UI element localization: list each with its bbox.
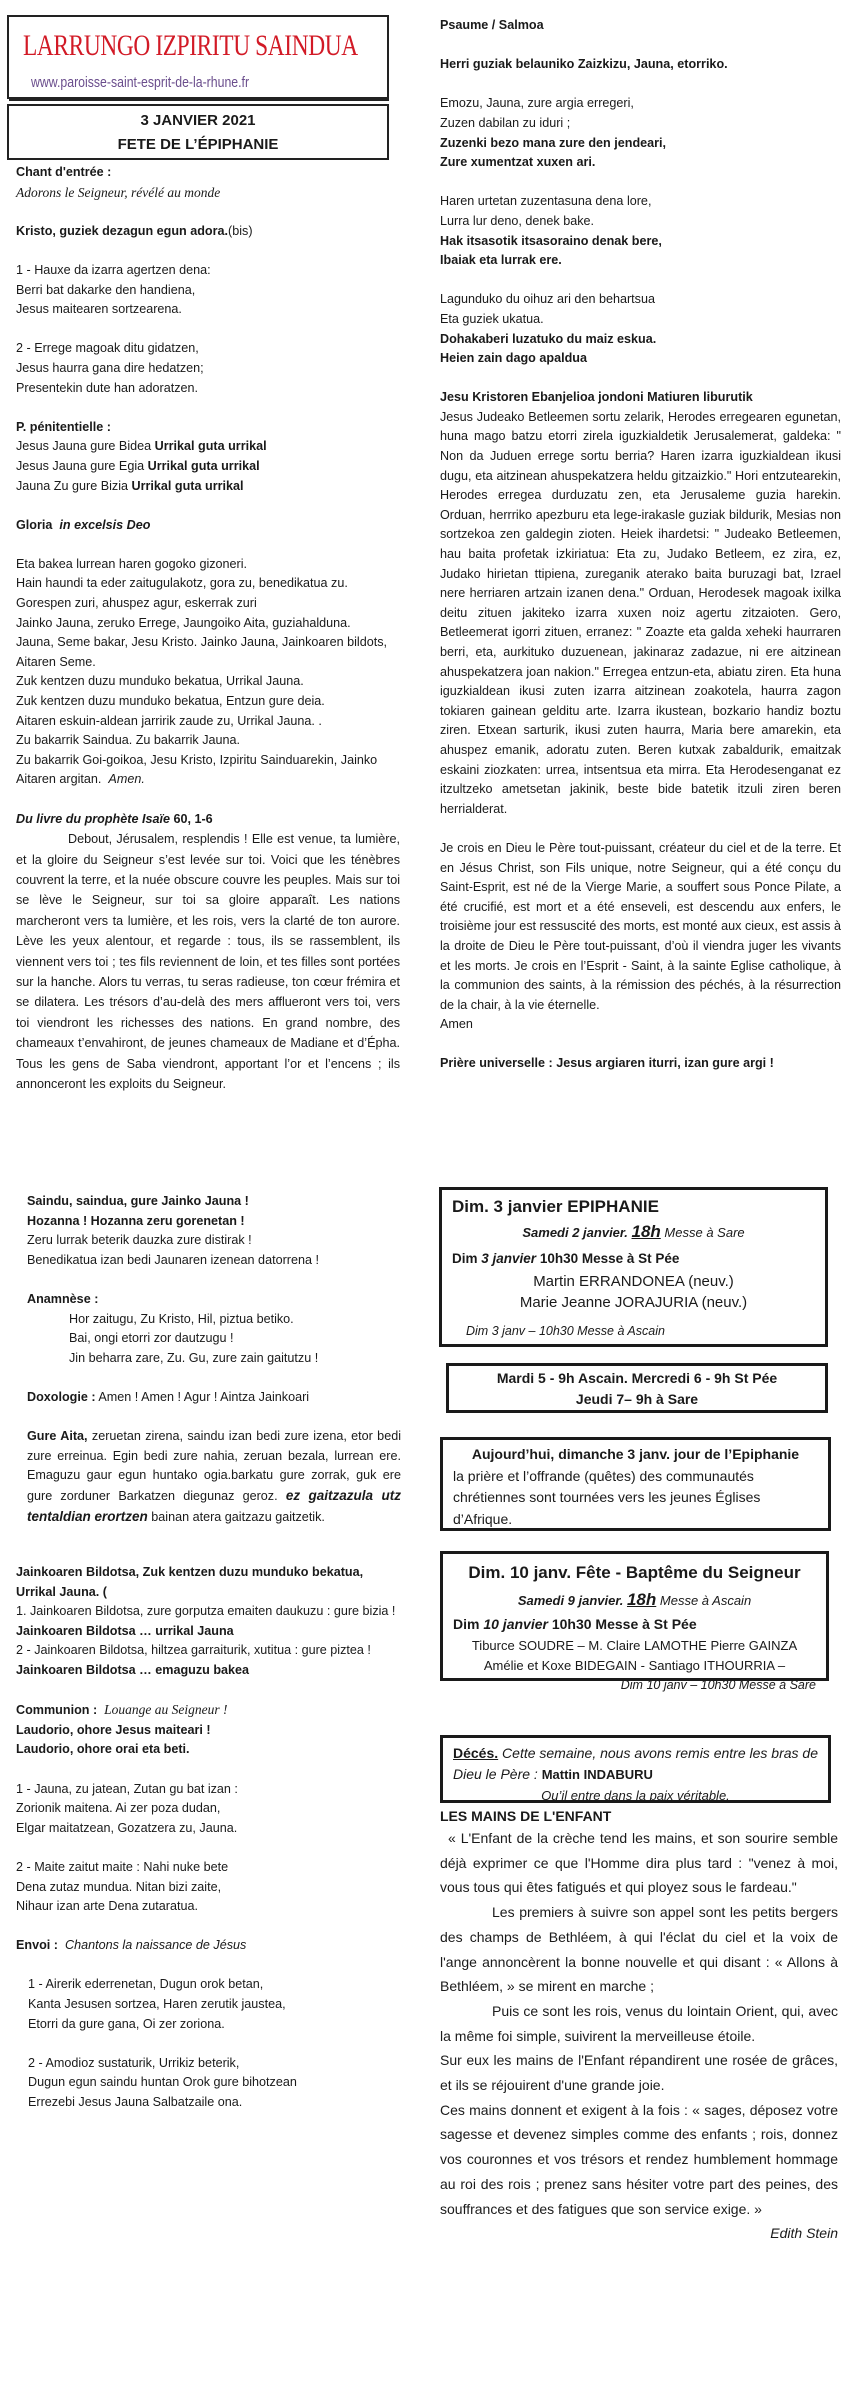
masthead-divider xyxy=(9,97,389,101)
doxologie xyxy=(27,1388,401,1408)
text-line: 10h30 Messe à St Pée xyxy=(539,1250,680,1266)
text-line: 10 janvier xyxy=(483,1615,548,1632)
text-line: Amen ! Amen ! Agur ! Aintza Jainkoari xyxy=(95,1389,310,1404)
text-line: 2 - Maite zaitut maite : Nahi nuke bete xyxy=(16,1859,229,1874)
text-line: Du livre du prophète Isaïe xyxy=(16,811,170,826)
penitential-line xyxy=(16,457,400,477)
text-line: Hain haundi ta eder zaitugulakotz, gora zu, benedikatua zu. xyxy=(16,576,348,591)
penitential-line xyxy=(16,477,400,497)
text-line: Saindu, saindua, gure Jainko Jauna ! xyxy=(27,1194,249,1208)
text-line: Emozu, Jauna, zure argia erregeri, xyxy=(440,96,634,111)
text-line: 10h30 Messe à St Pée xyxy=(551,1615,697,1632)
text-line: la prière et l’offrande (quêtes) des communautés chrétiennes sont tournées vers les jeunes Églises d’Afrique. xyxy=(453,1467,761,1527)
agnus-dei xyxy=(16,1563,400,1681)
text-line: Puis ce sont les rois, venus du lointain Orient, qui, avec la même foi simple, suivirent la merveilleuse étoile. xyxy=(440,2002,838,2044)
text-line: Hak itsasotik itsasoraino denak bere, xyxy=(440,233,662,248)
text-line: Chantons la naissance de Jésus xyxy=(64,1938,247,1953)
universal-prayer: Prière universelle : Jesus argiaren iturri, izan gure argi ! xyxy=(440,1056,774,1071)
text-line: Zu bakarrik Saindua. Zu bakarrik Jauna. xyxy=(16,733,241,748)
text-line: Jesus maitearen sortzearena. xyxy=(16,302,182,317)
text-line: Aitaren eskuin-aldean jarririk zaude zu, Urrikal Jauna. . xyxy=(16,713,322,728)
entrance-subtitle: Adorons le Seigneur, révélé au monde xyxy=(16,184,221,200)
entrance-refrain xyxy=(16,222,400,242)
text-line: Les premiers à suivre son appel sont les petits bergers des champs de Bethléem, à qui l'éclat du ciel et la voix de l'ange annoncèrent la bonne nouvelle et qui disant : « Allons à Bethléem, » se mirent en marche ; xyxy=(440,1904,838,1995)
text-line: Dim. 3 janvier EPIPHANIE xyxy=(452,1197,659,1216)
text-line: Bai, ongi etorri zor dautzugu ! xyxy=(69,1331,234,1346)
communion xyxy=(16,1700,400,1917)
text-line: Hozanna ! Hozanna zeru gorenetan ! xyxy=(27,1213,245,1228)
our-father xyxy=(27,1427,401,1527)
text-line: Dim 10 janv – 10h30 Messe à Sare xyxy=(620,1678,816,1693)
psalm-refrain: Herri guziak belauniko Zaizkizu, Jauna, etorriko. xyxy=(440,57,728,72)
schedule-box-baptism xyxy=(440,1551,829,1693)
text-line: Jesus Judeako Betleemen sortu zelarik, Herodes erregearen egunetan, huna mago batzu etorri zirela iguzkialdetik Jerusalemerat, galdeka: " Non da Juduen errege sortu berria? Haren izarra iguzkialdean ikusi dugu, eta aitzinean ahuspekatzera heldu gitzaizkio." Hori entzutearekin, Herodes erregea durduzatu zen, eta Jerusaleme guzia harekin. Orduan, herrriko apezburu eta lege-irakasle guziak bildurik, Mesias non sortzekoa zen galdegin zioten. Heiek ihardetsi: " Judeako Betleemen, hau baita profetak izkiriatua: Eta zu, Judako Betleem, ez zira, ez, Judako hirietan ttipiena, zureganik aterako baita buruzagi bat, Izrael nere herriaren artzain izanen dena." Orduan, Herodesek magoak ixilka deitu zituen jakiteko izarra xuxen noiz agertu zitzaioten. Gero, Betleemerat igorri zituen, erranez: " Zoazte eta galda xeheki haurraren berri, eta, aurkituko duzuenean, jakinaraz zadazue, ni ere aitzinean ahuspekatzera joan nakion." Erregea entzun-eta, abiatu ziren. Eta huna iguzkialdean ikusi zuten izarra aitzinean zoakotela, haurra zagon tokiaren gainean gelditu arte. Izarra ikustean, bozkario handiz boztu ziren. Etxean sarturik, ikusi zuten haurra, Maria bere amarekin, eta ahuspez emanik, adoratu zuten. Beren kutxak zabaldurik, emaitzak eskaini ziozkaten: urrea, intsentsua eta mirra. Eta Herodesenganat ez itzultzeko ametsetan jakinik, beste bide batetik itzuli ziren beren herrialderat. xyxy=(440,409,841,816)
sanctus xyxy=(27,1192,401,1270)
text-line: Elgar maitatzean, Gozatzera zu, Jauna. xyxy=(16,1820,238,1835)
text-line: Amélie et Koxe BIDEGAIN - Santiago ITHOURRIA – xyxy=(483,1658,786,1674)
text-line: 2 - Errege magoak ditu gidatzen, xyxy=(16,341,199,356)
text-line: Dim xyxy=(453,1615,480,1632)
parish-url[interactable]: www.paroisse-saint-esprit-de-la-rhune.fr xyxy=(31,74,250,91)
text-line: Dim. 10 janv. Fête - Baptême du Seigneur xyxy=(468,1563,801,1582)
text-line: LES MAINS DE L'ENFANT xyxy=(440,1808,612,1824)
text-line: Laudorio, ohore Jesus maiteari ! xyxy=(16,1722,211,1737)
text-line: Jauna, Seme bakar, Jesu Kristo. Jainko Jauna, Jainkoaren bildots, Aitaren Seme. xyxy=(16,635,388,669)
bulletin-date: 3 JANVIER 2021 xyxy=(140,112,256,129)
text-line: Samedi 2 janvier. xyxy=(522,1225,628,1240)
text-line: 2 - Jainkoaren Bildotsa, hiltzea garraiturik, xutitua : gure piztea ! xyxy=(16,1643,371,1658)
text-line: Urrikal guta urrikal xyxy=(154,439,267,454)
anamnese xyxy=(27,1290,401,1368)
right-column xyxy=(440,16,841,1074)
weekday-masses-box xyxy=(446,1363,828,1413)
text-line: Heien zain dago apaldua xyxy=(440,351,587,366)
text-line: Amen. xyxy=(108,772,145,787)
text-line: Zuzen dabilan zu iduri ; xyxy=(440,115,571,130)
text-line: Jainko Jauna, zeruko Errege, Jaungoiko Aita, guziahalduna. xyxy=(16,615,351,630)
text-line: Dohakaberi luzatuko du maiz eskua. xyxy=(440,331,657,346)
parish-title: LARRUNGO IZPIRITU SAINDUA xyxy=(23,29,358,62)
text-line: Amen xyxy=(440,1017,473,1032)
text-line: Benedikatua izan bedi Jaunaren izenean datorrena ! xyxy=(27,1252,319,1267)
text-line: Ces mains donnent et exigent à la fois : « sages, déposez votre sagesse et devenez simples comme des enfants ; rois, donnez vos couronnes et vos trésors et rendez humblement hommage au roi des rois ; prenez sans hésiter votre part des peines, des souffrances et des fatigues que son service exige. » xyxy=(440,2101,838,2217)
text-line: 18h xyxy=(626,1590,657,1609)
entrance-verse-1 xyxy=(16,261,400,320)
text-line: 1 - Hauxe da izarra agertzen dena: xyxy=(16,262,211,277)
text-line: Cette semaine, nous avons remis entre les bras de Dieu le Père : xyxy=(453,1745,818,1782)
text-line: 60, 1-6 xyxy=(173,811,213,826)
left-column-bottom xyxy=(16,1563,400,2113)
text-line: Martin ERRANDONEA (neuv.) xyxy=(533,1273,734,1291)
penitential-line xyxy=(16,437,400,457)
left-column-lower xyxy=(27,1192,401,1527)
feast-title: FETE DE L’ÉPIPHANIE xyxy=(117,136,279,153)
text-line: Communion : xyxy=(16,1703,98,1718)
text-line: Aujourd’hui, dimanche 3 janv. jour de l’Epiphanie xyxy=(471,1446,800,1462)
text-line: Messe à Sare xyxy=(664,1225,745,1240)
text-line: in excelsis Deo xyxy=(59,517,151,532)
credo xyxy=(440,839,841,1035)
text-line: Ibaiak eta lurrak ere. xyxy=(440,253,562,268)
text-line: Marie Jeanne JORAJURIA (neuv.) xyxy=(519,1294,748,1312)
meditation xyxy=(440,1806,838,2246)
text-line: Eta bakea lurrean haren gogoko gizoneri. xyxy=(16,556,248,571)
text-line: Zu bakarrik Goi-goikoa, Jesu Kristo, Izpiritu Sainduarekin, Jainko Aitaren argitan. xyxy=(16,752,378,787)
reading-heading xyxy=(16,810,400,830)
text-line: Dena zutaz mundua. Nitan bizi zaite, xyxy=(16,1879,222,1894)
text-line: Jesu Kristoren Ebanjelioa jondoni Matiuren liburutik xyxy=(440,390,753,405)
entrance-verse-2 xyxy=(16,339,400,398)
text-line: Nihaur izan arte Dena zutaratua. xyxy=(16,1899,199,1914)
text-line: Haren urtetan zuzentasuna dena lore, xyxy=(440,194,652,209)
text-line: Lurra lur deno, denek bake. xyxy=(440,213,595,228)
text-line: Zuk kentzen duzu munduko bekatua, Urrikal Jauna. xyxy=(16,674,304,689)
text-line: Mattin INDABURU xyxy=(541,1767,653,1782)
text-line: (bis) xyxy=(228,223,253,238)
text-line: 18h xyxy=(631,1222,661,1241)
reading-text: Debout, Jérusalem, resplendis ! Elle est venue, ta lumière, et la gloire du Seigneur s’est levée sur toi. Voici que les ténèbres couvrent la terre, et la nuée obscure couvre les peuples. Mais sur toi se lève le Seigneur, sur toi sa gloire apparaît. Les nations marcheront vers ta lumière, et les rois, vers la clarté de ton aurore. Lève les yeux alentour, et regarde : tous, ils se rassemblent, ils viennent vers toi ; tes fils reviennent de loin, et tes filles sont portées sur la hanche. Alors tu verras, tu seras radieuse, ton cœur frémira et se dilatera. Les trésors d’au-delà des mers afflueront vers toi, vers toi viendront les richesses des nations. En grand nombre, des chameaux t’envahiront, de jeunes chameaux de Madiane et d’Épha. Tous les gens de Saba viendront, apportant l’or et l’encens ; ils annonceront les exploits du Seigneur. xyxy=(16,832,400,1092)
text-line: Gorespen zuri, ahuspez agur, eskerrak zuri xyxy=(16,596,257,611)
text-line: Mardi 5 - 9h Ascain. Mercredi 6 - 9h St Pée xyxy=(496,1370,778,1386)
text-line: Dugun egun saindu huntan Orok gure bihotzean xyxy=(28,2075,297,2090)
text-line: Zure xumentzat xuxen ari. xyxy=(440,155,596,170)
entrance-chant xyxy=(16,163,400,398)
text-line: zeruetan zirena, saindu izan bedi zure izena, etor bedi zure erreinua. Egin bedi zure nahia, zeruan bezala, lurrean ere. Emaguzu gaur egun huntako ogia.barkatu gure zorrak, guk ere gure zorduner Barkatzen diegunaz geroz. xyxy=(27,1429,401,1503)
text-line: Eta guziek ukatua. xyxy=(440,311,544,326)
text-line: Dim 3 janv – 10h30 Messe à Ascain xyxy=(466,1324,665,1339)
gloria-heading xyxy=(16,516,400,536)
masthead xyxy=(7,15,389,99)
penitential-prayer xyxy=(16,418,400,496)
text-line: Qu’il entre dans la paix véritable. xyxy=(541,1788,730,1803)
envoi xyxy=(16,1936,400,2112)
text-line: « L'Enfant de la crèche tend les mains, et son sourire semble déjà exprimer ce que l'Homme dira plus tard : "venez à moi, vous tous qui êtes fatigués et qui ployez sous le fardeau." xyxy=(440,1830,838,1896)
text-line: Psaume / Salmoa xyxy=(440,18,544,32)
text-line: Tiburce SOUDRE – M. Claire LAMOTHE Pierre GAINZA xyxy=(471,1638,798,1654)
text-line: Laudorio, ohore orai eta beti. xyxy=(16,1742,190,1757)
first-reading xyxy=(16,810,400,1095)
epiphany-notice-box xyxy=(440,1437,831,1531)
text-line: 3 janvier xyxy=(481,1250,537,1266)
text-line: 1. Jainkoaren Bildotsa, zure gorputza emaiten daukuzu : gure bizia ! xyxy=(16,1604,396,1619)
penitential-label: P. pénitentielle : xyxy=(16,419,111,434)
text-line: Anamnèse : xyxy=(27,1291,99,1306)
date-banner xyxy=(7,104,389,160)
text-line: Sur eux les mains de l'Enfant répandirent une rosée de grâces, et ils se réjouirent d'une grande joie. xyxy=(440,2052,838,2094)
text-line: Urrikal guta urrikal xyxy=(147,458,260,473)
text-line: Jainkoaren Bildotsa … urrikal Jauna xyxy=(16,1623,234,1638)
text-line: Zuk kentzen duzu munduko bekatua, Urrikal Jauna. ( xyxy=(16,1565,364,1599)
text-line: Gure Aita, xyxy=(27,1429,88,1444)
deaths-notice-box xyxy=(440,1735,831,1803)
gospel xyxy=(440,388,841,819)
text-line: Berri bat dakarke den handiena, xyxy=(16,282,196,297)
text-line: Lagunduko du oihuz ari den behartsua xyxy=(440,292,655,307)
text-line: Jin beharra zare, Zu. Gu, zure zain gaitutzu ! xyxy=(69,1350,319,1365)
text-line: 2 - Amodioz sustaturik, Urrikiz beterik, xyxy=(28,2055,240,2070)
schedule-box-epiphany xyxy=(439,1187,828,1347)
text-line: Gloria xyxy=(16,517,53,532)
text-line: Jesus haurra gana dire hedatzen; xyxy=(16,360,204,375)
entrance-label: Chant d'entrée : xyxy=(16,165,112,179)
text-line: Louange au Seigneur ! xyxy=(104,1702,228,1718)
left-column xyxy=(16,163,400,1094)
text-line: ez gaitzazula utz tentaldian erortzen xyxy=(27,1487,402,1524)
text-line: Urrikal guta urrikal xyxy=(131,478,244,493)
text-line: 1 - Jauna, zu jatean, Zutan gu bat izan : xyxy=(16,1781,238,1796)
text-line: Jesus Jauna gure Bidea xyxy=(16,439,155,454)
text-line: Jainkoaren Bildotsa, xyxy=(16,1565,140,1579)
text-line: Zorionik maitena. Ai zer poza dudan, xyxy=(16,1801,221,1816)
text-line: Décés. xyxy=(453,1745,499,1761)
text-line: Jeudi 7– 9h à Sare xyxy=(575,1391,699,1407)
text-line: Etorri da gure gana, Oi zer zoriona. xyxy=(28,2016,225,2031)
text-line: Errezebi Jesus Jauna Salbatzaile ona. xyxy=(28,2095,243,2110)
text-line: Presentekin dute han adoratzen. xyxy=(16,380,199,395)
text-line: Zuk kentzen duzu munduko bekatua, Entzun gure deia. xyxy=(16,694,325,709)
text-line: Kanta Jesusen sortzea, Haren zerutik jaustea, xyxy=(28,1997,286,2012)
text-line: Je crois en Dieu le Père tout-puissant, créateur du ciel et de la terre. Et en Jésus Christ, son Fils unique, notre Seigneur, qui a été conçu du Saint-Esprit, est né de la Vierge Marie, a souffert sous Ponce Pilate, a été crucifié, est mort et a été enseveli, est descendu aux enfers, le troisième jour est ressuscité des morts, est monté aux cieux, est assis à la droite de Dieu le Père tout-puissant, d’où il viendra juger les vivants et les morts. Je crois en l’Esprit - Saint, à la sainte Eglise catholique, à la communion des saints, à la rémission des péchés, à la résurrection de la chair, à la vie éternelle. xyxy=(440,840,841,1012)
text-line: 1 - Airerik ederrenetan, Dugun orok betan, xyxy=(28,1977,264,1992)
gloria xyxy=(16,516,400,790)
text-line: Hor zaitugu, Zu Kristo, Hil, piztua betiko. xyxy=(69,1311,294,1326)
text-line: Edith Stein xyxy=(770,2225,838,2242)
text-line: Dim xyxy=(452,1250,478,1266)
text-line: Doxologie : xyxy=(27,1389,96,1404)
text-line: Jesus Jauna gure Egia xyxy=(16,458,148,473)
text-line: Samedi 9 janvier. xyxy=(517,1593,624,1608)
text-line: Jauna Zu gure Bizia xyxy=(16,478,132,493)
text-line: Envoi : xyxy=(16,1938,58,1953)
text-line: Messe à Ascain xyxy=(659,1593,752,1608)
psalm xyxy=(440,16,841,369)
text-line: Zuzenki bezo mana zure den jendeari, xyxy=(440,135,667,150)
text-line: Zeru lurrak beterik dauzka zure distirak ! xyxy=(27,1233,252,1248)
text-line: Kristo, guziek dezagun egun adora. xyxy=(16,223,229,238)
text-line: Jainkoaren Bildotsa … emaguzu bakea xyxy=(16,1662,250,1677)
text-line: bainan atera gaitzazu gaitzetik. xyxy=(147,1509,325,1524)
